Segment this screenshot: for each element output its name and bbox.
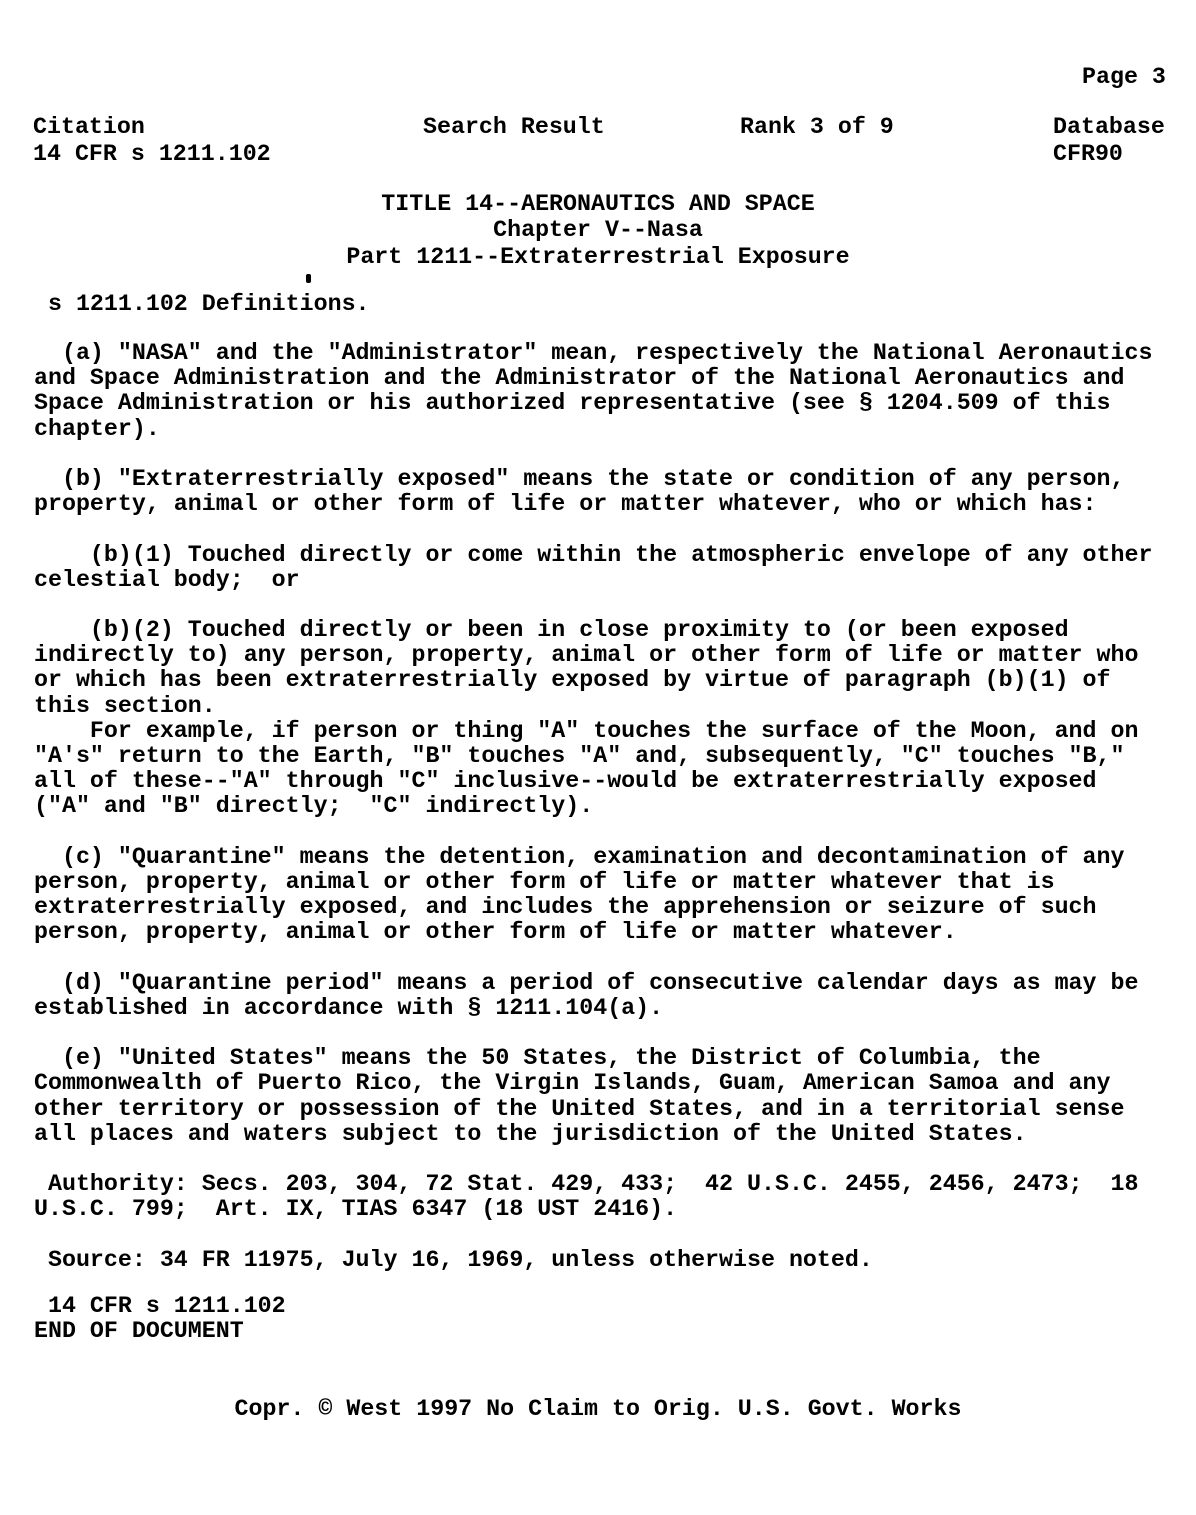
text-line (34, 1147, 1152, 1172)
scan-artifact-dot (306, 274, 311, 283)
text-line: Authority: Secs. 203, 304, 72 Stat. 429, 433; 42 U.S.C. 2455, 2456, 2473; 18 (34, 1171, 1139, 1198)
text-line: (b)(1) Touched directly or come within the atmospheric envelope of any other (34, 541, 1153, 568)
text-line: indirectly to) any person, property, animal or other form of life or matter who (34, 642, 1139, 669)
text-line (34, 946, 1152, 971)
text-line: Space Administration or his authorized representative (see § 1204.509 of this (34, 390, 1111, 417)
text-line: person, property, animal or other form of life or matter whatever that is (34, 868, 1055, 895)
text-line: celestial body; or (34, 566, 300, 593)
text-line: chapter). (34, 415, 160, 442)
text-line: person, property, animal or other form of life or matter whatever. (34, 919, 957, 946)
text-line (34, 442, 1152, 467)
footer-citation: 14 CFR s 1211.102 (34, 1293, 286, 1319)
text-line: (d) "Quarantine period" means a period of consecutive calendar days as may be (34, 969, 1139, 996)
text-line: (a) "NASA" and the "Administrator" mean, respectively the National Aeronautics (34, 340, 1153, 366)
text-line (34, 820, 1152, 845)
text-line: (c) "Quarantine" means the detention, examination and decontamination of any (34, 843, 1125, 870)
title-line-3: Part 1211--Extraterrestrial Exposure (346, 244, 850, 270)
citation-label: Citation (33, 114, 145, 140)
text-line: (b) "Extraterrestrially exposed" means the state or condition of any person, (34, 465, 1125, 492)
database-label: Database (1053, 114, 1165, 140)
page-number: Page 3 (1082, 64, 1166, 90)
title-line-2: Chapter V--Nasa (493, 217, 703, 243)
text-line (34, 593, 1152, 618)
text-line: all places and waters subject to the jurisdiction of the United States. (34, 1120, 1027, 1147)
copyright-line: Copr. © West 1997 No Claim to Orig. U.S. Govt. Works (234, 1396, 962, 1422)
text-line (34, 1021, 1152, 1046)
rank-label: Rank 3 of 9 (740, 114, 894, 140)
text-line: U.S.C. 799; Art. IX, TIAS 6347 (18 UST 2416). (34, 1196, 678, 1223)
text-line: all of these--"A" through "C" inclusive--would be extraterrestrially exposed (34, 768, 1097, 795)
text-line: ("A" and "B" directly; "C" indirectly). (34, 793, 594, 820)
text-line (34, 517, 1152, 542)
text-line: and Space Administration and the Administrator of the National Aeronautics and (34, 365, 1125, 392)
text-line: established in accordance with § 1211.104(a). (34, 994, 664, 1021)
text-line: property, animal or other form of life or matter whatever, who or which has: (34, 491, 1097, 518)
text-line (34, 1223, 1152, 1248)
text-line: Commonwealth of Puerto Rico, the Virgin Islands, Guam, American Samoa and any (34, 1070, 1111, 1097)
citation-value: 14 CFR s 1211.102 (33, 141, 271, 167)
text-line: extraterrestrially exposed, and includes the apprehension or seizure of such (34, 894, 1097, 921)
database-value: CFR90 (1053, 141, 1123, 167)
text-line: other territory or possession of the United States, and in a territorial sense (34, 1095, 1125, 1122)
text-line: (e) "United States" means the 50 States, the District of Columbia, the (34, 1045, 1041, 1072)
text-line: this section. (34, 692, 216, 719)
search-result-label: Search Result (423, 114, 605, 140)
document-body (34, 341, 1152, 1273)
section-heading: s 1211.102 Definitions. (34, 291, 370, 317)
text-line: (b)(2) Touched directly or been in close proximity to (or been exposed (34, 617, 1069, 644)
title-line-1: TITLE 14--AERONAUTICS AND SPACE (381, 191, 815, 217)
text-line: "A's" return to the Earth, "B" touches "A" and, subsequently, "C" touches "B," (34, 743, 1125, 769)
end-of-document-label: END OF DOCUMENT (34, 1318, 244, 1344)
text-line: For example, if person or thing "A" touches the surface of the Moon, and on (34, 717, 1139, 744)
text-line: or which has been extraterrestrially exposed by virtue of paragraph (b)(1) of (34, 667, 1111, 694)
text-line: Source: 34 FR 11975, July 16, 1969, unless otherwise noted. (34, 1246, 873, 1273)
